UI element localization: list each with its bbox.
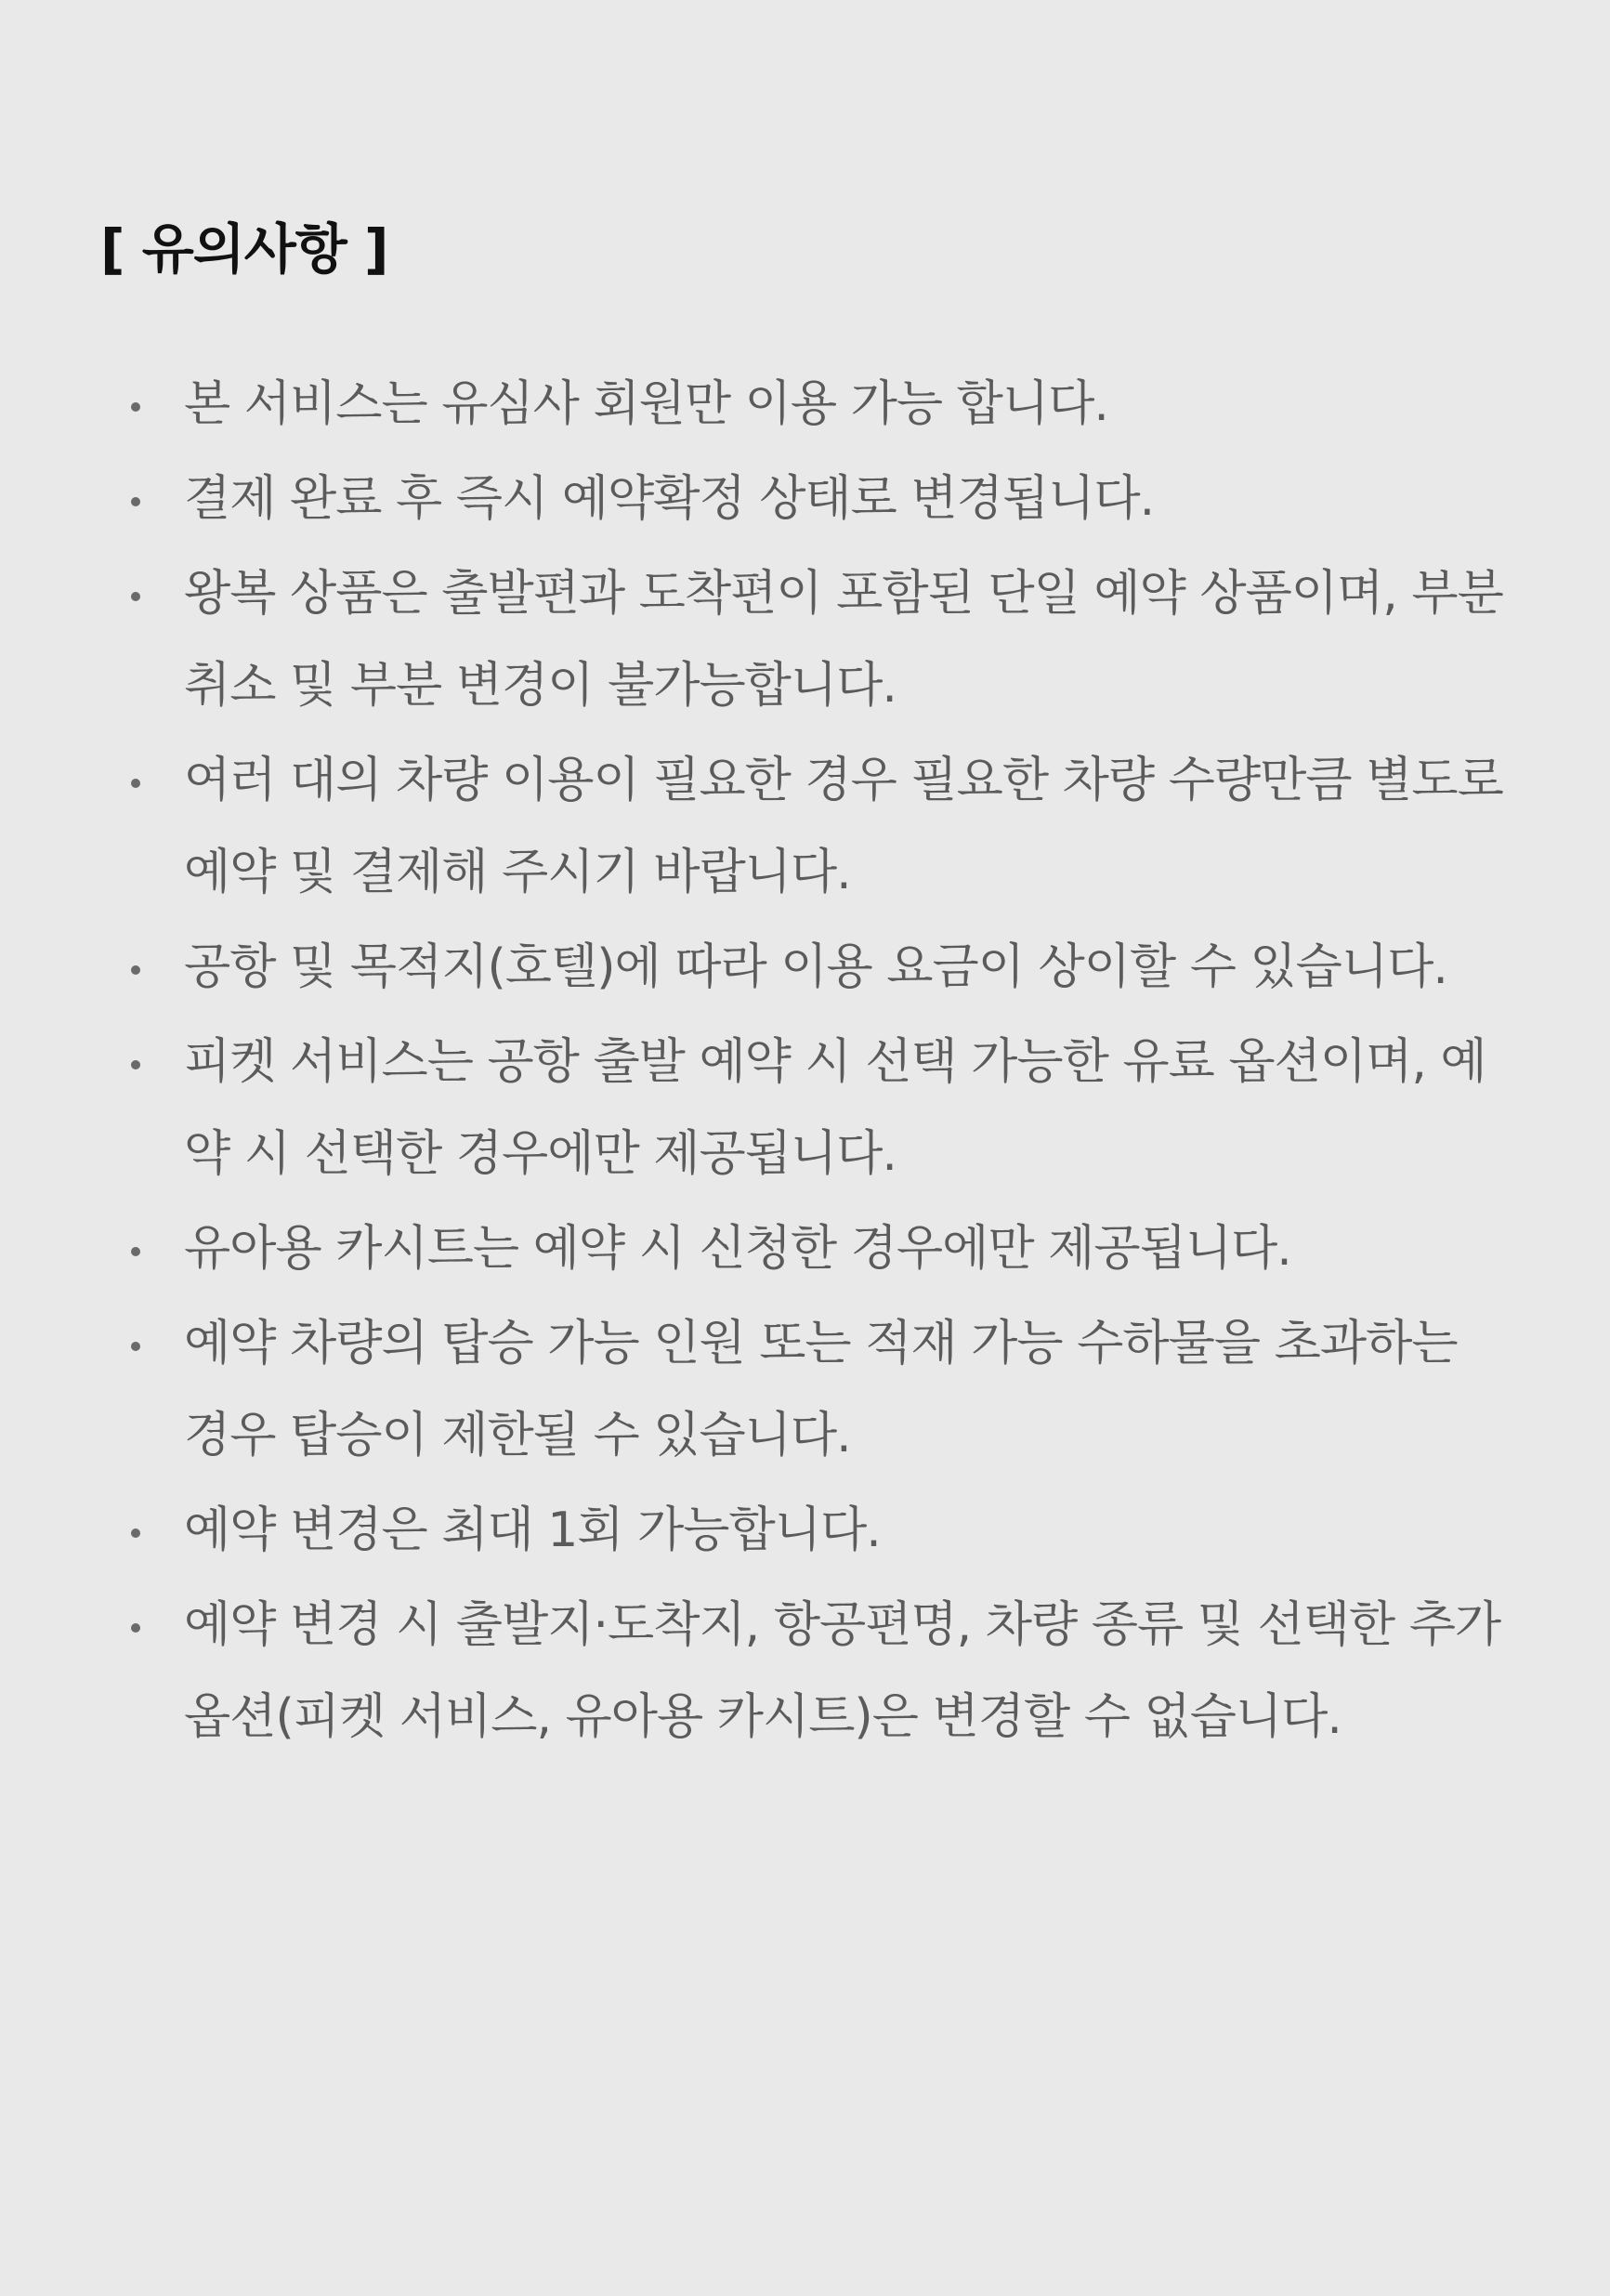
- notice-item-multiple-vehicles: [100, 735, 1512, 919]
- bullet-icon: [131, 779, 140, 788]
- bullet-icon: [131, 1528, 140, 1538]
- bullet-icon: [131, 497, 140, 506]
- notice-item-change-limit: [100, 1485, 1512, 1577]
- notice-item-text: 예약 변경 시 출발지·도착지, 항공편명, 차량 종류 및 선택한 추가 옵션(피켓 서비스, 유아용 카시트)은 변경할 수 없습니다.: [184, 1597, 1501, 1745]
- notice-item-text: 피켓 서비스는 공항 출발 예약 시 선택 가능한 유료 옵션이며, 예약 시 선택한 경우에만 제공됩니다.: [184, 1034, 1486, 1182]
- notice-item-round-trip: [100, 548, 1512, 732]
- notice-item-text: 예약 변경은 최대 1회 가능합니다.: [184, 1502, 881, 1558]
- notice-item-text: 결제 완료 후 즉시 예약확정 상태로 변경됩니다.: [184, 471, 1155, 527]
- bullet-icon: [131, 592, 140, 601]
- bullet-icon: [131, 965, 140, 975]
- bullet-icon: [131, 1247, 140, 1256]
- notice-item-membership: [100, 359, 1512, 451]
- notice-item-text: 본 서비스는 유심사 회원만 이용 가능 합니다.: [184, 376, 1108, 432]
- notice-item-text: 여러 대의 차량 이용이 필요한 경우 필요한 차량 수량만큼 별도로 예약 및 결제해 주시기 바랍니다.: [184, 753, 1503, 900]
- notice-item-capacity: [100, 1298, 1512, 1482]
- notice-title: [ 유의사항 ]: [100, 217, 388, 281]
- notice-item-unchangeable-fields: [100, 1580, 1512, 1764]
- notice-item-child-seat: [100, 1203, 1512, 1295]
- notice-item-picket-service: [100, 1017, 1512, 1200]
- bullet-icon: [131, 1342, 140, 1351]
- notice-item-text: 공항 및 목적지(호텔)에 따라 이용 요금이 상이할 수 있습니다.: [184, 939, 1447, 995]
- notice-item-confirmation: [100, 453, 1512, 545]
- notice-item-fare-difference: [100, 922, 1512, 1014]
- notice-item-text: 왕복 상품은 출발편과 도착편이 포함된 단일 예약 상품이며, 부분 취소 및 부분 변경이 불가능합니다.: [184, 566, 1503, 714]
- notice-item-text: 유아용 카시트는 예약 시 신청한 경우에만 제공됩니다.: [184, 1221, 1291, 1277]
- bullet-icon: [131, 1623, 140, 1633]
- bullet-icon: [131, 1060, 140, 1069]
- notice-list: [100, 359, 1512, 1764]
- bullet-icon: [131, 402, 140, 412]
- notice-item-text: 예약 차량의 탑승 가능 인원 또는 적재 가능 수하물을 초과하는 경우 탑승이 제한될 수 있습니다.: [184, 1316, 1458, 1463]
